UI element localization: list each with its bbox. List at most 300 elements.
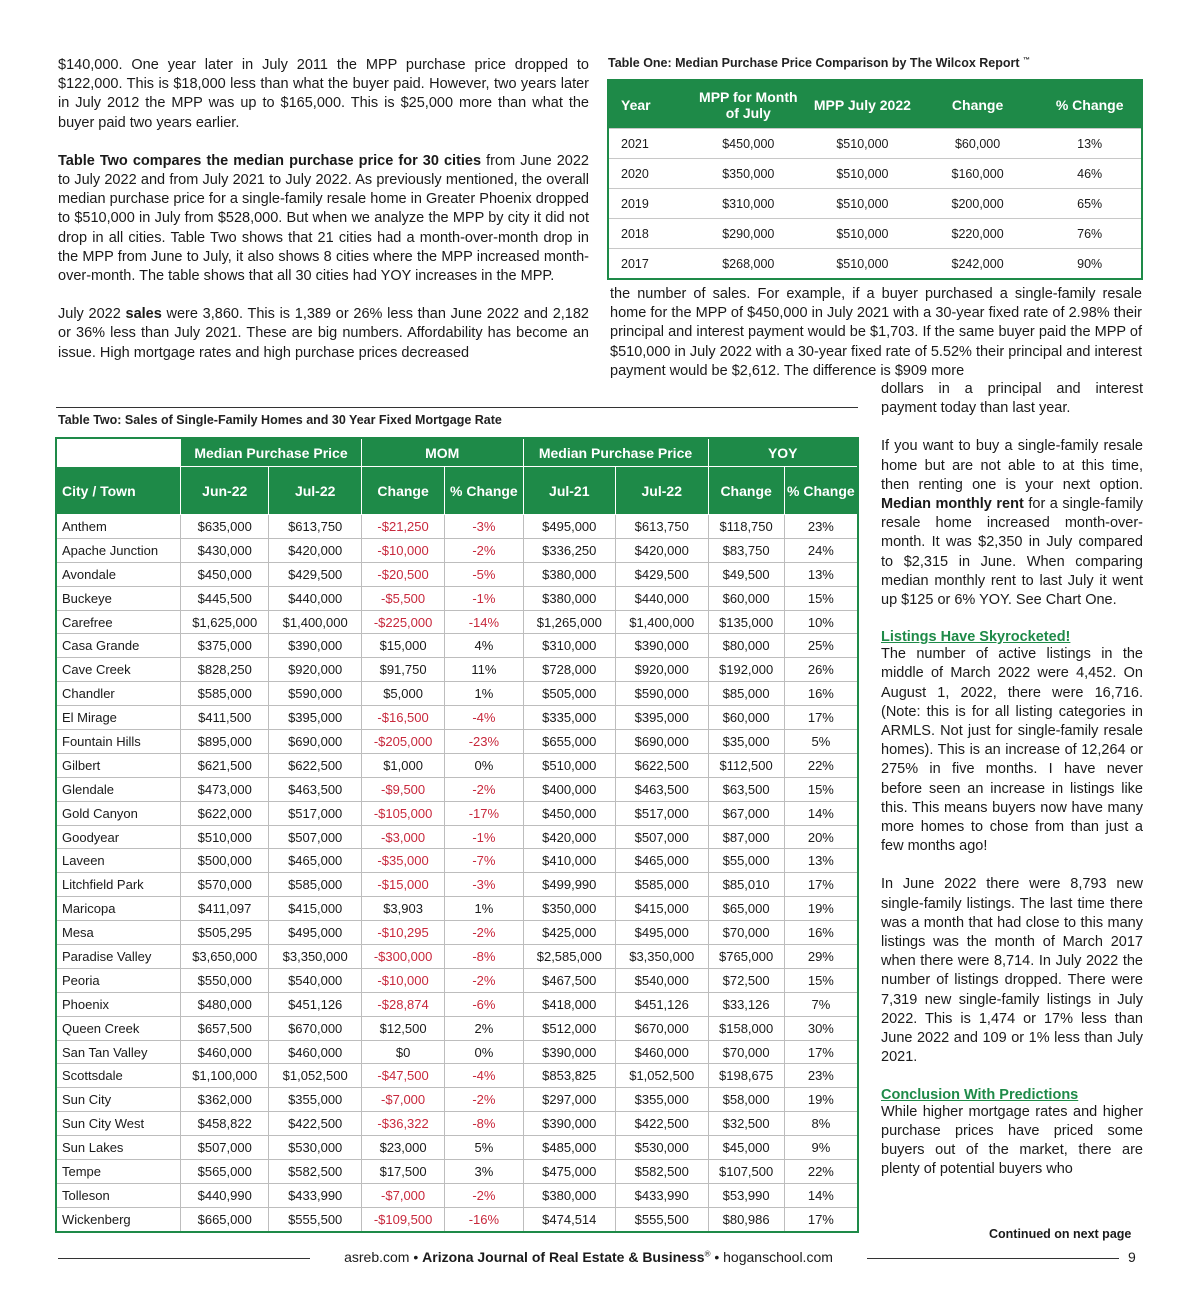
t2-value-cell: $70,000 <box>708 1040 784 1064</box>
t2-value-cell: $465,000 <box>269 849 361 873</box>
table-one <box>607 79 1143 280</box>
t2-value-cell: $451,126 <box>269 992 361 1016</box>
t2-value-cell: $565,000 <box>181 1160 269 1184</box>
t2-value-cell: 26% <box>784 658 858 682</box>
t2-value-cell: $380,000 <box>523 586 615 610</box>
table-two-row <box>56 1136 858 1160</box>
table-two-group-row <box>56 438 858 467</box>
t2-value-cell: $495,000 <box>523 515 615 539</box>
t1-cell: $450,000 <box>689 129 808 159</box>
t2-value-cell: $440,000 <box>269 586 361 610</box>
table-two-row <box>56 1207 858 1231</box>
t2-value-cell: 0% <box>445 753 523 777</box>
t2-value-cell: $65,000 <box>708 897 784 921</box>
t1-header-mpp-july: MPP for Month of July <box>689 80 808 129</box>
sales-text-b: were 3,860. This is 1,389 or 26% less than June 2022 and 2,182 or 36% less than July 2021. These are big numbers. Affordability has become an issue. High mortgage rates and high purchase prices decreased <box>58 306 589 361</box>
t2-value-cell: $450,000 <box>181 562 269 586</box>
t2-value-cell: -2% <box>445 1088 523 1112</box>
t2-value-cell: $495,000 <box>616 921 708 945</box>
t2-value-cell: $1,052,500 <box>616 1064 708 1088</box>
t2-value-cell: -$225,000 <box>361 610 444 634</box>
t2-city-cell: Sun Lakes <box>56 1136 181 1160</box>
table-two-top-rule <box>56 407 858 408</box>
rent-bold: Median monthly rent <box>881 496 1024 513</box>
t2-value-cell: $395,000 <box>616 706 708 730</box>
t2-value-cell: $87,000 <box>708 825 784 849</box>
trademark-symbol: ™ <box>1023 56 1031 64</box>
t2-value-cell: -8% <box>445 945 523 969</box>
t2-value-cell: $507,000 <box>181 1136 269 1160</box>
t2-value-cell: $499,990 <box>523 873 615 897</box>
intro-paragraph: $140,000. One year later in July 2011 the MPP purchase price dropped to $122,000. This is $18,000 less than what the buyer paid. However, two years later in July 2012 the MPP was up to $165,000. This is $25,000 more than what the buyer paid two years earlier. <box>58 57 589 131</box>
t2-value-cell: 22% <box>784 753 858 777</box>
t2-value-cell: $1,000 <box>361 753 444 777</box>
t2-value-cell: $420,000 <box>269 538 361 562</box>
t2-value-cell: $463,500 <box>269 777 361 801</box>
t2-city-cell: San Tan Valley <box>56 1040 181 1064</box>
t2-value-cell: 25% <box>784 634 858 658</box>
t2-value-cell: $3,650,000 <box>181 945 269 969</box>
t2-value-cell: $15,000 <box>361 634 444 658</box>
t2-value-cell: 16% <box>784 682 858 706</box>
table-one-header-row <box>608 80 1142 129</box>
t1-cell: 76% <box>1038 219 1142 249</box>
t1-cell: 13% <box>1038 129 1142 159</box>
t2-value-cell: $310,000 <box>523 634 615 658</box>
t2-value-cell: $33,126 <box>708 992 784 1016</box>
t2-header-yoy-change: Change <box>708 467 784 515</box>
t2-value-cell: $590,000 <box>269 682 361 706</box>
t2-value-cell: $422,500 <box>269 1112 361 1136</box>
t2-group-empty <box>56 438 181 467</box>
t2-value-cell: -$21,250 <box>361 515 444 539</box>
t2-value-cell: $411,097 <box>181 897 269 921</box>
table-two-row <box>56 682 858 706</box>
t2-value-cell: $198,675 <box>708 1064 784 1088</box>
t2-value-cell: 11% <box>445 658 523 682</box>
t2-value-cell: $540,000 <box>616 968 708 992</box>
rent-text-a: If you want to buy a single-family resale home but are not able to at this time, then renting one is your next option. <box>881 438 1143 493</box>
t2-value-cell: -2% <box>445 1183 523 1207</box>
table-two-caption: Table Two: Sales of Single-Family Homes and 30 Year Fixed Mortgage Rate <box>58 413 502 427</box>
table-two-text: from June 2022 to July 2022 and from July 2021 to July 2022. As previously mentioned, the overall median purchase price for a single-family resale home in Greater Phoenix dropped to $510,000 in July from $528,000. But when we analyze the MPP by city it did not drop in all cities. Table Two shows that 21 cities had a month-over-month drop in the MPP from June to July, it also shows 8 cities where the MPP increased month-over-month. The table shows that all 30 cities had YOY increases in the MPP. <box>58 152 590 285</box>
t2-city-cell: Litchfield Park <box>56 873 181 897</box>
t1-cell: $60,000 <box>917 129 1038 159</box>
t2-city-cell: Tempe <box>56 1160 181 1184</box>
t2-city-cell: Sun City West <box>56 1112 181 1136</box>
t2-value-cell: $2,585,000 <box>523 945 615 969</box>
t2-value-cell: 17% <box>784 706 858 730</box>
table-two-row <box>56 945 858 969</box>
t2-value-cell: $690,000 <box>616 730 708 754</box>
t2-value-cell: 19% <box>784 1088 858 1112</box>
t2-value-cell: $1,100,000 <box>181 1064 269 1088</box>
t2-value-cell: $530,000 <box>269 1136 361 1160</box>
table-two-row <box>56 849 858 873</box>
t2-value-cell: $465,000 <box>616 849 708 873</box>
table-two-row <box>56 1016 858 1040</box>
listings-heading[interactable]: Listings Have Skyrocketed! <box>881 629 1071 646</box>
t1-cell: 2021 <box>608 129 689 159</box>
t2-value-cell: $507,000 <box>269 825 361 849</box>
table-two-row <box>56 801 858 825</box>
t2-value-cell: $828,250 <box>181 658 269 682</box>
page-number: 9 <box>1128 1249 1136 1265</box>
left-column <box>58 56 589 363</box>
t2-value-cell: -16% <box>445 1207 523 1231</box>
t2-value-cell: -$35,000 <box>361 849 444 873</box>
t2-value-cell: $655,000 <box>523 730 615 754</box>
footer-site-left: asreb.com • <box>344 1249 423 1265</box>
t2-city-cell: Apache Junction <box>56 538 181 562</box>
t2-value-cell: $49,500 <box>708 562 784 586</box>
t1-cell: $350,000 <box>689 159 808 189</box>
t2-city-cell: Goodyear <box>56 825 181 849</box>
t2-value-cell: -23% <box>445 730 523 754</box>
t2-value-cell: $1,400,000 <box>269 610 361 634</box>
t2-value-cell: $510,000 <box>523 753 615 777</box>
t2-value-cell: $555,500 <box>269 1207 361 1231</box>
t2-value-cell: $192,000 <box>708 658 784 682</box>
t2-value-cell: $473,000 <box>181 777 269 801</box>
t2-value-cell: $451,126 <box>616 992 708 1016</box>
t2-value-cell: $570,000 <box>181 873 269 897</box>
table-two-row <box>56 706 858 730</box>
t2-value-cell: $585,000 <box>181 682 269 706</box>
t2-value-cell: -$9,500 <box>361 777 444 801</box>
t2-value-cell: $517,000 <box>616 801 708 825</box>
t2-value-cell: 20% <box>784 825 858 849</box>
t2-value-cell: $395,000 <box>269 706 361 730</box>
t2-value-cell: 1% <box>445 682 523 706</box>
t2-value-cell: $512,000 <box>523 1016 615 1040</box>
t2-value-cell: -17% <box>445 801 523 825</box>
t2-value-cell: -$10,000 <box>361 968 444 992</box>
t2-value-cell: -$28,874 <box>361 992 444 1016</box>
t2-value-cell: 17% <box>784 1040 858 1064</box>
t2-value-cell: 5% <box>784 730 858 754</box>
t2-value-cell: $3,350,000 <box>616 945 708 969</box>
t2-value-cell: $297,000 <box>523 1088 615 1112</box>
t2-city-cell: Glendale <box>56 777 181 801</box>
t2-value-cell: 5% <box>445 1136 523 1160</box>
t2-value-cell: $390,000 <box>616 634 708 658</box>
t2-value-cell: 0% <box>445 1040 523 1064</box>
t2-value-cell: $112,500 <box>708 753 784 777</box>
t1-cell: $510,000 <box>808 249 917 280</box>
t2-header-jul22: Jul-22 <box>269 467 361 515</box>
t2-value-cell: 15% <box>784 968 858 992</box>
t2-value-cell: $60,000 <box>708 706 784 730</box>
footer-rule-left <box>58 1258 310 1259</box>
t2-value-cell: $517,000 <box>269 801 361 825</box>
continued-note: Continued on next page <box>989 1227 1132 1241</box>
table-two-body <box>56 515 858 1232</box>
t1-header-mpp-2022: MPP July 2022 <box>808 80 917 129</box>
t2-value-cell: $45,000 <box>708 1136 784 1160</box>
t2-value-cell: $85,000 <box>708 682 784 706</box>
t1-cell: $160,000 <box>917 159 1038 189</box>
t2-header-mom-change: Change <box>361 467 444 515</box>
t2-city-cell: Sun City <box>56 1088 181 1112</box>
t2-value-cell: $613,750 <box>616 515 708 539</box>
footer-rule-right <box>867 1258 1119 1259</box>
table-two-row <box>56 1064 858 1088</box>
t2-value-cell: $530,000 <box>616 1136 708 1160</box>
t2-value-cell: $510,000 <box>181 825 269 849</box>
t2-value-cell: $485,000 <box>523 1136 615 1160</box>
t2-value-cell: $12,500 <box>361 1016 444 1040</box>
t2-value-cell: -$20,500 <box>361 562 444 586</box>
t2-value-cell: -$3,000 <box>361 825 444 849</box>
t2-value-cell: 14% <box>784 801 858 825</box>
t2-value-cell: 23% <box>784 515 858 539</box>
t2-city-cell: Gilbert <box>56 753 181 777</box>
t2-value-cell: $474,514 <box>523 1207 615 1231</box>
t2-value-cell: $83,750 <box>708 538 784 562</box>
t2-value-cell: -$10,000 <box>361 538 444 562</box>
t2-value-cell: $390,000 <box>523 1112 615 1136</box>
t2-value-cell: 15% <box>784 777 858 801</box>
t2-value-cell: $70,000 <box>708 921 784 945</box>
t2-value-cell: -6% <box>445 992 523 1016</box>
t2-value-cell: $420,000 <box>523 825 615 849</box>
table-two-row <box>56 1160 858 1184</box>
t1-cell: $310,000 <box>689 189 808 219</box>
table-one-row <box>608 129 1142 159</box>
t2-value-cell: $895,000 <box>181 730 269 754</box>
conclusion-paragraph: While higher mortgage rates and higher purchase prices have priced some buyers out of the market, there are plenty of potential buyers who <box>881 1103 1143 1178</box>
t2-value-cell: $80,000 <box>708 634 784 658</box>
t2-value-cell: -$300,000 <box>361 945 444 969</box>
t2-value-cell: $582,500 <box>269 1160 361 1184</box>
t2-value-cell: -4% <box>445 706 523 730</box>
payment-paragraph: the number of sales. For example, if a buyer purchased a single-family resale home for the MPP of $450,000 in July 2021 with a 30-year fixed rate of 2.98% their principal and interest payment would be $1,703. If the same buyer paid the MPP of $510,000 in July 2022 with a 30-year fixed rate of 5.52% their principal and interest payment would be $2,612. The difference is $909 more <box>610 286 1142 379</box>
t2-city-cell: Cave Creek <box>56 658 181 682</box>
t2-value-cell: $429,500 <box>269 562 361 586</box>
listings-paragraph: The number of active listings in the middle of March 2022 were 4,452. On August 1, 2022, there were 16,716. (Note: this is for all listing categories in ARMLS. Not just for single-family resale homes). This is an increase of 12,264 or 275% in five months. I have never before seen an increase in listings like this. This means buyers now have many more homes to chose from than just a few months ago! <box>881 646 1143 855</box>
t2-value-cell: $400,000 <box>523 777 615 801</box>
t1-header-pct-change: % Change <box>1038 80 1142 129</box>
t2-value-cell: $85,010 <box>708 873 784 897</box>
t2-header-jul22-yoy: Jul-22 <box>616 467 708 515</box>
t1-cell: $510,000 <box>808 129 917 159</box>
t2-header-jul21: Jul-21 <box>523 467 615 515</box>
t2-value-cell: $335,000 <box>523 706 615 730</box>
footer-registered: ® <box>704 1249 711 1259</box>
t2-value-cell: -$16,500 <box>361 706 444 730</box>
t2-value-cell: $765,000 <box>708 945 784 969</box>
t2-value-cell: $507,000 <box>616 825 708 849</box>
t2-value-cell: -7% <box>445 849 523 873</box>
t2-value-cell: $440,990 <box>181 1183 269 1207</box>
t2-value-cell: $480,000 <box>181 992 269 1016</box>
t2-value-cell: $657,500 <box>181 1016 269 1040</box>
t2-value-cell: 13% <box>784 562 858 586</box>
table-one-row <box>608 219 1142 249</box>
t2-city-cell: Gold Canyon <box>56 801 181 825</box>
t2-value-cell: -$205,000 <box>361 730 444 754</box>
footer-journal: Arizona Journal of Real Estate & Business <box>422 1249 705 1265</box>
t2-value-cell: 9% <box>784 1136 858 1160</box>
t2-value-cell: -$7,000 <box>361 1088 444 1112</box>
t2-value-cell: 10% <box>784 610 858 634</box>
t2-value-cell: 4% <box>445 634 523 658</box>
sales-text-a: July 2022 <box>58 306 126 323</box>
t2-value-cell: $670,000 <box>269 1016 361 1040</box>
t2-value-cell: -3% <box>445 873 523 897</box>
t1-cell: 2017 <box>608 249 689 280</box>
table-two-row <box>56 992 858 1016</box>
t2-value-cell: $55,000 <box>708 849 784 873</box>
table-two-row <box>56 1088 858 1112</box>
t2-value-cell: $635,000 <box>181 515 269 539</box>
t2-value-cell: $67,000 <box>708 801 784 825</box>
conclusion-heading[interactable]: Conclusion With Predictions <box>881 1086 1079 1103</box>
table-two <box>55 437 859 1233</box>
t2-value-cell: 24% <box>784 538 858 562</box>
t2-value-cell: -$109,500 <box>361 1207 444 1231</box>
t2-value-cell: -$5,500 <box>361 586 444 610</box>
table-one-row <box>608 189 1142 219</box>
t2-value-cell: $555,500 <box>616 1207 708 1231</box>
t2-value-cell: $920,000 <box>269 658 361 682</box>
t1-cell: $242,000 <box>917 249 1038 280</box>
t1-cell: 90% <box>1038 249 1142 280</box>
t2-value-cell: $670,000 <box>616 1016 708 1040</box>
t2-city-cell: Buckeye <box>56 586 181 610</box>
t2-value-cell: $355,000 <box>616 1088 708 1112</box>
t2-value-cell: 14% <box>784 1183 858 1207</box>
t2-value-cell: 19% <box>784 897 858 921</box>
t2-value-cell: $445,500 <box>181 586 269 610</box>
t2-value-cell: $415,000 <box>616 897 708 921</box>
t2-value-cell: $390,000 <box>269 634 361 658</box>
t2-city-cell: Scottsdale <box>56 1064 181 1088</box>
t2-value-cell: $590,000 <box>616 682 708 706</box>
t2-value-cell: $622,000 <box>181 801 269 825</box>
t2-value-cell: $585,000 <box>616 873 708 897</box>
t2-value-cell: $430,000 <box>181 538 269 562</box>
t2-city-cell: Anthem <box>56 515 181 539</box>
t2-city-cell: El Mirage <box>56 706 181 730</box>
t2-value-cell: $440,000 <box>616 586 708 610</box>
t2-value-cell: 23% <box>784 1064 858 1088</box>
footer-text <box>316 1249 861 1265</box>
table-two-row <box>56 897 858 921</box>
rent-paragraph <box>881 437 1143 610</box>
t2-value-cell: -2% <box>445 777 523 801</box>
table-two-header-row <box>56 467 858 515</box>
t2-value-cell: -2% <box>445 921 523 945</box>
t2-city-cell: Fountain Hills <box>56 730 181 754</box>
t2-value-cell: 7% <box>784 992 858 1016</box>
t2-value-cell: 13% <box>784 849 858 873</box>
t2-value-cell: $582,500 <box>616 1160 708 1184</box>
t2-value-cell: $622,500 <box>616 753 708 777</box>
t2-value-cell: $380,000 <box>523 562 615 586</box>
t1-cell: 2019 <box>608 189 689 219</box>
t2-value-cell: $621,500 <box>181 753 269 777</box>
t2-value-cell: -$7,000 <box>361 1183 444 1207</box>
table-two-row <box>56 921 858 945</box>
t1-cell: 2018 <box>608 219 689 249</box>
table-two-row <box>56 968 858 992</box>
t2-group-mom: MOM <box>361 438 523 467</box>
t2-value-cell: $17,500 <box>361 1160 444 1184</box>
t2-city-cell: Casa Grande <box>56 634 181 658</box>
table-two-row <box>56 730 858 754</box>
t2-value-cell: -$105,000 <box>361 801 444 825</box>
t2-value-cell: $550,000 <box>181 968 269 992</box>
table-two-row <box>56 634 858 658</box>
table-one-body <box>608 129 1142 280</box>
t2-value-cell: $728,000 <box>523 658 615 682</box>
t2-value-cell: $458,822 <box>181 1112 269 1136</box>
t1-cell: $510,000 <box>808 189 917 219</box>
t2-value-cell: $585,000 <box>269 873 361 897</box>
t2-value-cell: $118,750 <box>708 515 784 539</box>
table-one-row <box>608 159 1142 189</box>
table-two-row <box>56 1112 858 1136</box>
t2-value-cell: $920,000 <box>616 658 708 682</box>
table-two-row <box>56 515 858 539</box>
t2-value-cell: $23,000 <box>361 1136 444 1160</box>
t2-value-cell: -1% <box>445 825 523 849</box>
t2-value-cell: $72,500 <box>708 968 784 992</box>
rent-text-b: for a single-family resale home increased month-over-month. It was $2,350 in July compared to $2,315 in June. When comparing median monthly rent to last July it went up $125 or 6% YOY. See Chart One. <box>881 496 1143 609</box>
t2-city-cell: Paradise Valley <box>56 945 181 969</box>
t2-value-cell: $1,265,000 <box>523 610 615 634</box>
t2-value-cell: $500,000 <box>181 849 269 873</box>
table-two-row <box>56 777 858 801</box>
table-two-row <box>56 753 858 777</box>
table-one-caption <box>608 56 1030 70</box>
t1-cell: $268,000 <box>689 249 808 280</box>
t2-value-cell: -4% <box>445 1064 523 1088</box>
sales-paragraph <box>58 305 589 363</box>
t2-value-cell: 8% <box>784 1112 858 1136</box>
t2-city-cell: Mesa <box>56 921 181 945</box>
t2-value-cell: $690,000 <box>269 730 361 754</box>
table-two-row <box>56 658 858 682</box>
t2-value-cell: $80,986 <box>708 1207 784 1231</box>
t2-value-cell: $540,000 <box>269 968 361 992</box>
t2-value-cell: $463,500 <box>616 777 708 801</box>
table-one-row <box>608 249 1142 280</box>
t2-city-cell: Chandler <box>56 682 181 706</box>
t2-value-cell: -2% <box>445 538 523 562</box>
t2-value-cell: $853,825 <box>523 1064 615 1088</box>
t2-city-cell: Laveen <box>56 849 181 873</box>
table-one-caption-text: Table One: Median Purchase Price Comparison by The Wilcox Report <box>608 56 1020 70</box>
t2-header-mom-pct: % Change <box>445 467 523 515</box>
t2-value-cell: $362,000 <box>181 1088 269 1112</box>
t2-value-cell: -8% <box>445 1112 523 1136</box>
t2-value-cell: $460,000 <box>269 1040 361 1064</box>
t2-city-cell: Phoenix <box>56 992 181 1016</box>
t2-value-cell: $425,000 <box>523 921 615 945</box>
t2-value-cell: $1,625,000 <box>181 610 269 634</box>
t1-header-year: Year <box>608 80 689 129</box>
t2-value-cell: -$47,500 <box>361 1064 444 1088</box>
t2-value-cell: $3,350,000 <box>269 945 361 969</box>
t2-value-cell: $350,000 <box>523 897 615 921</box>
t2-city-cell: Tolleson <box>56 1183 181 1207</box>
t2-value-cell: 30% <box>784 1016 858 1040</box>
t2-value-cell: $1,400,000 <box>616 610 708 634</box>
t2-value-cell: $32,500 <box>708 1112 784 1136</box>
